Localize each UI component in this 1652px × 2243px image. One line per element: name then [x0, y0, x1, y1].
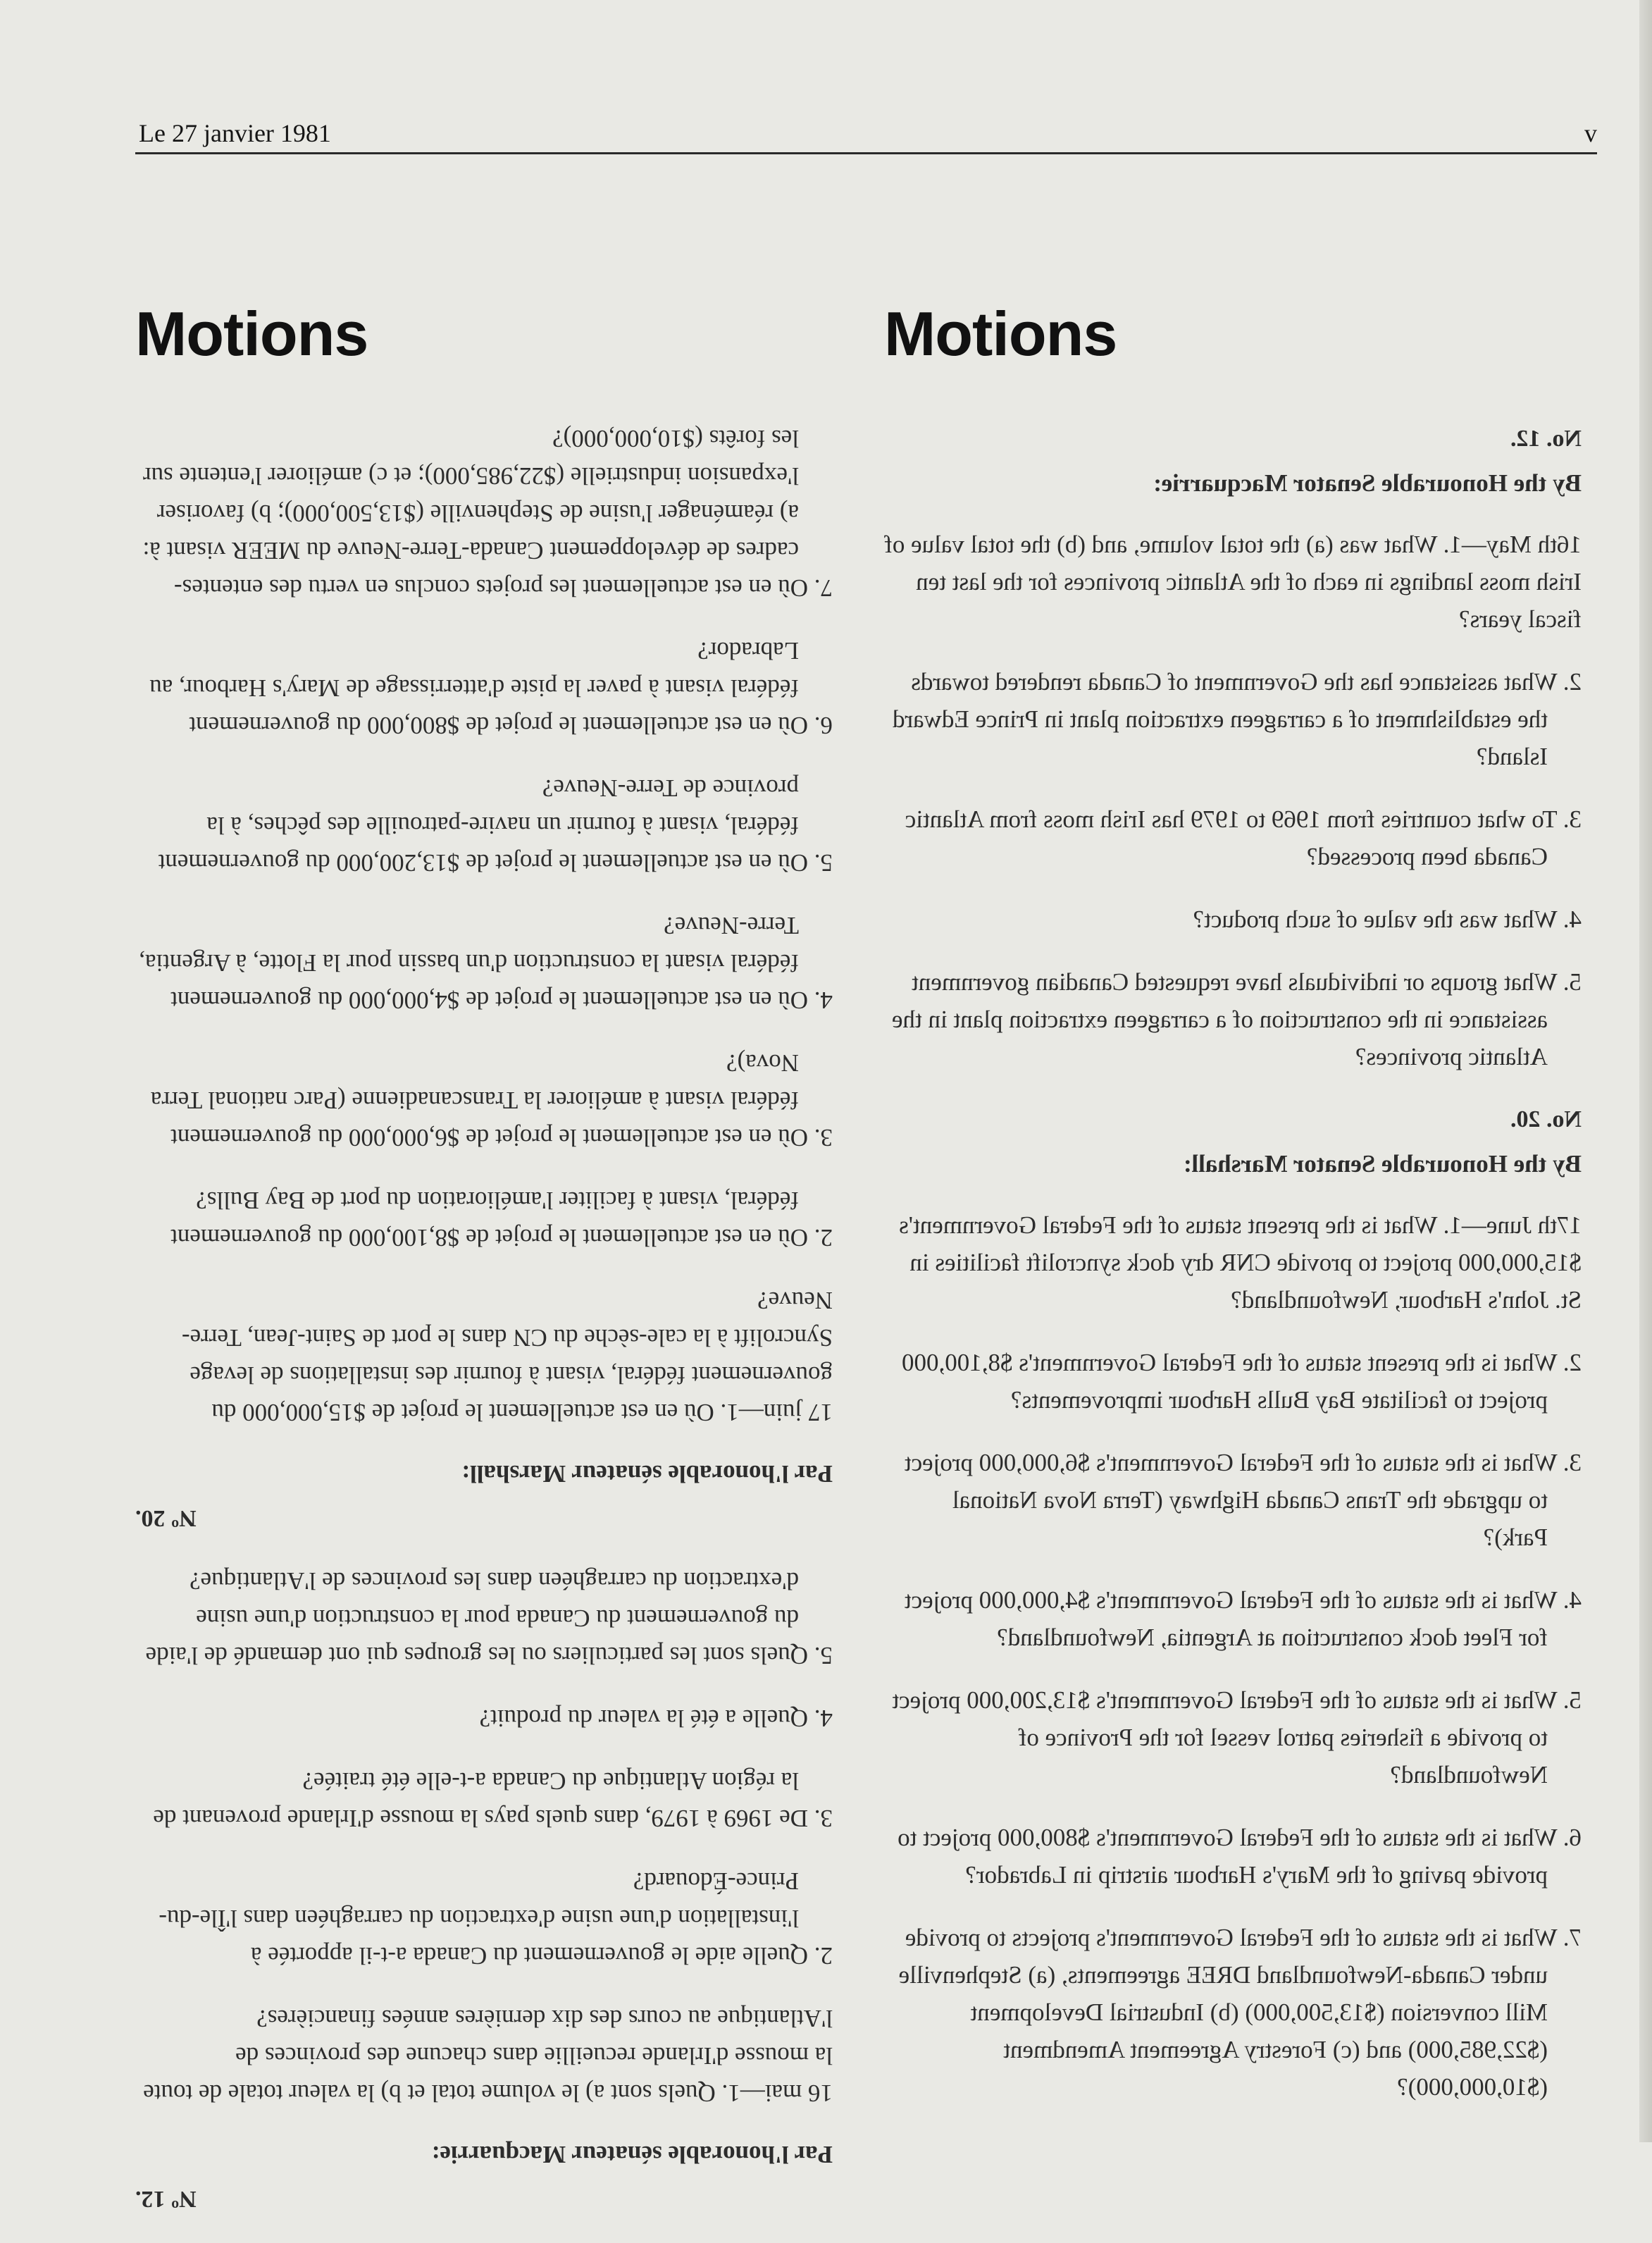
right-question-item: 3. To what countries from 1969 to 1979 has Irish moss from Atlantic Canada been processed?	[905, 805, 1582, 870]
right-question-item: 2. What is the present status of the Federal Government's $8,100,000 project to facilitate Bay Bulls Harbour improvements?	[901, 1349, 1582, 1414]
left-question-lead-2: 17 juin—1. Où en est actuellement le projet de $15,000,000 du gouvernement fédéral, visant à fournir des installations de levage Syncrolift à la cale-sèche du CN dans le port de Saint-Jean, Terre-Neuve?	[181, 1287, 833, 1426]
left-question-number-2: Nº 20.	[135, 1505, 197, 1531]
left-question-number: Nº 12.	[135, 2186, 197, 2212]
right-question-item: 6. What is the status of the Federal Government's $800,000 project to provide paving of the Mary's Harbour airstrip in Labrador?	[898, 1824, 1582, 1889]
left-question-block	[135, 420, 833, 2218]
left-question-item: 6. Où en est actuellement le projet de $800,000 du gouvernement fédéral visant à paver la piste d'atterrissage de Mary's Harbour, au Labrador?	[149, 637, 833, 739]
page-edge	[1639, 0, 1652, 2142]
right-question-item: 4. What is the status of the Federal Government's $4,000,000 project for Fleet dock construction at Argentia, Newfoundland?	[904, 1586, 1582, 1651]
left-question-sponsor: Par l'honorable sénateur Macquarrie:	[431, 2141, 833, 2168]
left-column	[135, 299, 833, 2243]
right-question-number: No. 12.	[1510, 426, 1582, 452]
right-question-block	[884, 420, 1582, 2106]
left-question-sponsor-2: Par l'honorable sénateur Marshall:	[461, 1460, 833, 1488]
right-question-number-2: No. 20.	[1510, 1106, 1582, 1132]
left-section-title: Motions	[135, 299, 368, 369]
right-question-item: 5. What is the status of the Federal Government's $13,200,000 project to provide a fisheries patrol vessel for the Province of Newfoundland?	[892, 1686, 1582, 1788]
right-question-item: 4. What was the value of such product?	[1193, 906, 1582, 933]
right-question-item: 2. What assistance has the Government of Canada rendered towards the establishment of a carrageen extraction plant in Prince Edward Island?	[892, 668, 1582, 770]
right-column	[884, 299, 1582, 2131]
left-question-item: 2. Quelle aide le gouvernement du Canada a-t-il apportée à l'installation d'une usine d'extraction du carraghéen dans l'Île-du-Prince-Édouard?	[159, 1867, 833, 1970]
left-question-item: 4. Quelle a été la valeur du produit?	[479, 1705, 833, 1732]
right-question-item: 5. What groups or individuals have requested Canadian government assistance in the construction of a carrageen extraction plant in the Atlantic provinces?	[891, 968, 1582, 1070]
header-date: Le 27 janvier 1981	[139, 119, 331, 147]
left-question-item: 3. De 1969 à 1979, dans quels pays la mousse d'Irlande provenant de la région Atlantique du Canada a-t-elle été traitée?	[153, 1767, 833, 1832]
left-question-item: 7. Où en est actuellement les projets conclus en vertu des ententes-cadres de développement Canada-Terre-Neuve du MEER visant à: a) réaménager l'usine de Stephenville ($13,500,000); b) favoriser l'expansion industrielle ($22,985,000); et c) améliorer l'entente sur les forêts ($10,000,000)?	[142, 425, 833, 602]
page-header	[135, 113, 1597, 154]
left-question-item: 2. Où en est actuellement le projet de $8,100,000 du gouvernement fédéral, visant à faciliter l'amélioration du port de Bay Bulls?	[170, 1187, 833, 1252]
right-question-lead: 16th May—1. What was (a) the total volume, and (b) the total value of Irish moss landings in each of the Atlantic provinces for the last ten fiscal years?	[884, 531, 1582, 633]
right-section-title: Motions	[884, 299, 1117, 369]
right-question-sponsor: By the Honourable Senator Macquarrie:	[1153, 469, 1582, 497]
right-question-item: 7. What is the status of the Federal Government's projects to provide under Canada-Newfoundland DREE agreements, (a) Stephenville Mill conversion ($13,500,000) (b) Industrial Development ($22,985,000) and (c) Forestry Agreement Amendment ($10,000,000)?	[898, 1924, 1582, 2101]
left-question-item: 3. Où en est actuellement le projet de $6,000,000 du gouvernement fédéral visant à améliorer la Transcanadienne (Parc national Terra Nova)?	[150, 1049, 833, 1151]
right-question-item: 3. What is the status of the Federal Government's $6,000,000 project to upgrade the Trans Canada Highway (Terra Nova National Park)?	[904, 1449, 1582, 1551]
page-number: v	[1584, 119, 1597, 147]
left-question-lead: 16 mai—1. Quels sont a) le volume total et b) la valeur totale de toute la mousse d'Irlande recueillie dans chacune des provinces de l'Atlantique au cours des dix dernières années financières?	[143, 2005, 833, 2107]
right-question-sponsor-2: By the Honourable Senator Marshall:	[1183, 1150, 1582, 1178]
left-question-item: 4. Où en est actuellement le projet de $4,000,000 du gouvernement fédéral visant la construction d'un bassin pour la Flotte, à Argentia, Terre-Neuve?	[139, 912, 833, 1014]
right-question-lead-2: 17th June—1. What is the present status of the Federal Government's $15,000,000 project to provide CNR dry dock syncrolift facilities in St. John's Harbour, Newfoundland?	[899, 1211, 1582, 1314]
left-question-item: 5. Où en est actuellement le projet de $13,200,000 du gouvernement fédéral, visant à fournir un navire-patrouille des pêches, à la province de Terre-Neuve?	[158, 774, 833, 877]
left-question-item: 5. Quels sont les particuliers ou les groupes qui ont demandé de l'aide du gouvernement du Canada pour la construction d'une usine d'extraction du carraghéen dans les provinces de l'Atlantique?	[145, 1567, 833, 1669]
